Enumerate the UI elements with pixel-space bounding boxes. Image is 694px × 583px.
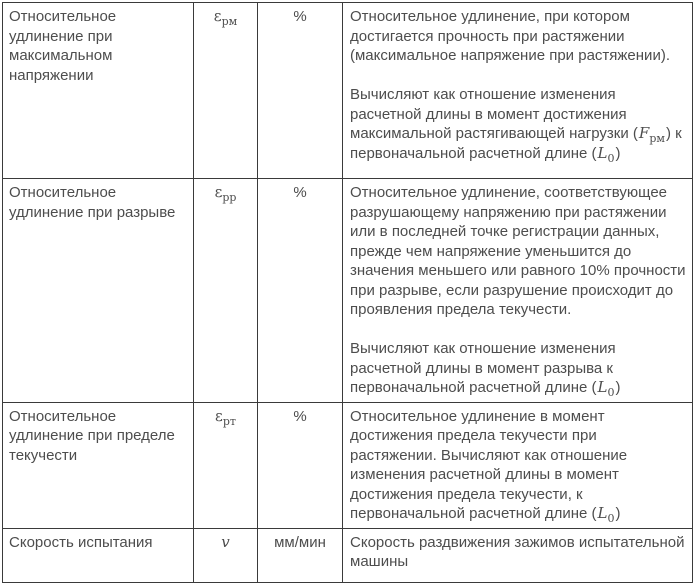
table-row xyxy=(3,179,693,403)
term-cell: Относительное удлинение при пределе текучести xyxy=(3,402,194,528)
description-paragraph: Относительное удлинение в момент достижения предела текучести при растяжении. Вычисляют как отношение изменения расчетной длины в момент достижения предела текучести, к первоначальной расчетной длине $(L_0)$ xyxy=(350,407,628,525)
description-cell xyxy=(343,3,693,179)
formula: $L_0$ xyxy=(597,143,615,165)
term-cell: Относительное удлинение при максимальном напряжении xyxy=(3,3,194,179)
formula: $L_0$ xyxy=(597,504,615,525)
description-cell xyxy=(343,402,693,528)
terms-definitions-table xyxy=(2,2,693,583)
symbol-cell xyxy=(194,3,258,179)
symbol-cell xyxy=(194,402,258,528)
table-row xyxy=(3,402,693,528)
description-cell xyxy=(343,528,693,582)
formula: $\varepsilon_{рр}$ xyxy=(214,183,237,204)
symbol-cell xyxy=(194,179,258,403)
description-paragraph: Относительное удлинение, при котором достигается прочность при растяжении (максимальное напряжение при растяжении). xyxy=(350,8,670,64)
table-row xyxy=(3,528,693,582)
term-cell: Скорость испытания xyxy=(3,528,194,582)
formula: $L_0$ xyxy=(597,378,615,399)
formula: $\varepsilon_{рт}$ xyxy=(215,406,236,428)
formula: $\varepsilon_{рм}$ xyxy=(213,7,238,28)
description-paragraph: Вычисляют как отношение изменения расчетной длины в момент достижения максимальной растягивающей нагрузки $(F_{рм})$ к первоначальной расчетной длине $(L_0)$ xyxy=(350,86,682,165)
symbol-cell xyxy=(194,528,258,582)
formula: $F_{рм}$ xyxy=(638,124,665,145)
description-cell xyxy=(343,179,693,403)
terms-table-body xyxy=(3,3,693,583)
formula: v xyxy=(221,532,230,551)
description-paragraph: Относительное удлинение, соответствующее разрушающему напряжению при растяжении или в последней точке регистрации данных, прежде чем напряжение уменьшится до значения меньшего или равного 10% прочности при разрыве, если разрушение происходит до проявления предела текучести. xyxy=(350,184,686,318)
unit-cell: % xyxy=(258,179,343,403)
unit-cell: % xyxy=(258,3,343,179)
term-cell: Относительное удлинение при разрыве xyxy=(3,179,194,403)
description-paragraph: Скорость раздвижения зажимов испытательной машины xyxy=(350,533,685,570)
unit-cell: мм/мин xyxy=(258,528,343,582)
table-row xyxy=(3,3,693,179)
description-paragraph: Вычисляют как отношение изменения расчетной длины в момент разрыва к первоначальной расчетной длине $(L_0)$ xyxy=(350,340,621,399)
unit-cell: % xyxy=(258,402,343,528)
